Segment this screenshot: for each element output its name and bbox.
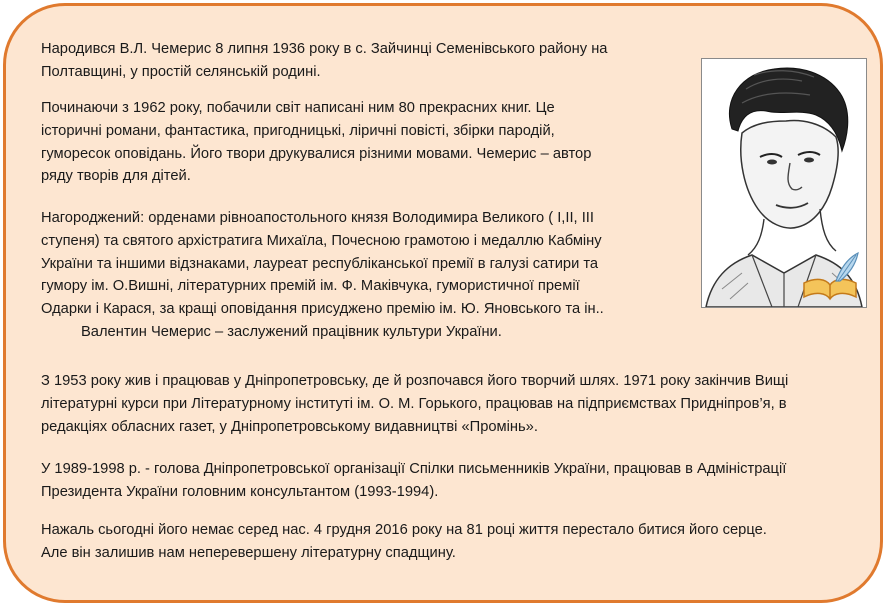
- text-line: ступеня) та святого архістратига Михаїла, Почесною грамотою і медаллю Кабміну: [41, 232, 602, 249]
- text-line: Одарки і Карася, за кращі оповідання присуджено премію ім. Ю. Яновського та ін..: [41, 301, 604, 318]
- text-line: України та іншими відзнаками, лауреат республіканської премії в галузі сатири та: [41, 255, 599, 272]
- text-line: гумору ім. О.Вишні, літературних премій ім. Ф. Маківчука, гумористичної премії: [41, 278, 580, 295]
- paragraph-awards: [41, 207, 604, 344]
- text-line: редакціях обласних газет, у Дніпропетровському видавництві «Промінь».: [41, 418, 538, 435]
- paragraph-union: [41, 458, 786, 504]
- text-line: історичні романи, фантастика, пригодницькі, ліричні повісті, збірки пародій,: [41, 122, 555, 139]
- text-line: літературні курси при Літературному інституті ім. О. М. Горького, працював на підприємствах Придніпров’я, в: [41, 395, 787, 412]
- text-line: Нагороджений: орденами рівноапостольного князя Володимира Великого ( I,II, III: [41, 210, 594, 226]
- text-line: У 1989-1998 р. - голова Дніпропетровської організації Спілки письменників України, працював в Адміністрації: [41, 461, 787, 477]
- text-line: З 1953 року жив і працював у Дніпропетровську, де й розпочався його творчий шлях. 1971 року закінчив Вищі: [41, 373, 789, 389]
- text-line: Але він залишив нам неперевершену літературну спадщину.: [41, 544, 456, 561]
- text-line: Полтавщині, у простій селянській родині.: [41, 63, 321, 80]
- text-line: Президента України головним консультантом (1993-1994).: [41, 483, 439, 500]
- paragraph-birth: [41, 38, 607, 84]
- text-line: ряду творів для дітей.: [41, 168, 191, 185]
- text-line: гуморесок оповідань. Його твори друкувалися різними мовами. Чемерис – автор: [41, 145, 592, 162]
- paragraph-career: [41, 370, 788, 438]
- text-line: Народився В.Л. Чемерис 8 липня 1936 року в с. Зайчинці Семенівського району на: [41, 41, 608, 57]
- text-line: Починаючи з 1962 року, побачили світ написані ним 80 прекрасних книг. Це: [41, 100, 555, 116]
- portrait-image: [701, 58, 867, 308]
- paragraph-books: [41, 97, 591, 188]
- text-line: Валентин Чемерис – заслужений працівник культури України.: [81, 323, 502, 340]
- book-quill-icon: [800, 251, 860, 301]
- biography-card: [3, 3, 883, 603]
- paragraph-death: [41, 519, 767, 565]
- text-line: Нажаль сьогодні його немає серед нас. 4 грудня 2016 року на 81 році життя перестало битися його серце.: [41, 522, 767, 538]
